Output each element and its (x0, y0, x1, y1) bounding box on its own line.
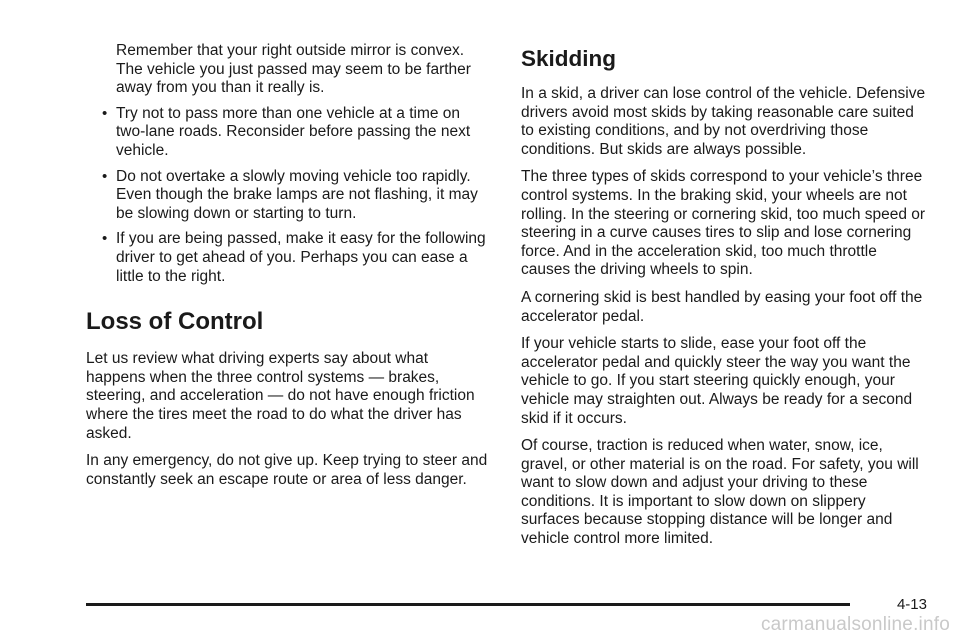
paragraph: In a skid, a driver can lose control of the vehicle. Defensive drivers avoid most skids by taking reasonable care suited to existing conditions, and by not overdriving those conditions. But skids are always possible. (521, 85, 926, 158)
bullet-text: If you are being passed, make it easy for the following driver to get ahead of you. Perhaps you can ease a little to the right. (116, 230, 486, 285)
paragraph: Of course, traction is reduced when water, snow, ice, gravel, or other material is on the road. For safety, you will want to slow down and adjust your driving to these conditions. It is important to slow down on slippery surfaces because stopping distance will be longer and vehicle control more limited. (521, 437, 919, 548)
bullet-text: Try not to pass more than one vehicle at a time on two-lane roads. Reconsider before passing the next vehicle. (116, 104, 471, 159)
right-column (521, 42, 927, 558)
paragraph: If your vehicle starts to slide, ease your foot off the accelerator pedal and quickly steer the way you want the vehicle to go. If you start steering quickly enough, your vehicle may straighten out. Always be ready for a second skid if it occurs. (521, 335, 913, 427)
bullet-text: Do not overtake a slowly moving vehicle too rapidly. Even though the brake lamps are not flashing, it may be slowing down or starting to turn. (116, 167, 478, 222)
paragraph: A cornering skid is best handled by easing your foot off the accelerator pedal. (521, 288, 923, 325)
mirror-note: Remember that your right outside mirror is convex. The vehicle you just passed may seem to be farther away from you than it really is. (116, 42, 471, 97)
bullet-item-passing (102, 104, 488, 161)
paragraph: Let us review what driving experts say about what happens when the three control systems — brakes, steering, and acceleration — do not have enough friction where the tires meet the road to do what the driver has asked. (86, 350, 475, 442)
left-column (86, 42, 488, 498)
bullet-icon: • (102, 230, 108, 248)
watermark: carmanualsonline.info (760, 614, 950, 635)
footer-rule (86, 603, 850, 606)
paragraph: The three types of skids correspond to your vehicle’s three control systems. In the braking skid, your wheels are not rolling. In the steering or cornering skid, too much speed or steering in a curve causes tires to slip and lose cornering force. And in the acceleration skid, too much throttle causes the driving wheels to spin. (521, 168, 926, 279)
section-heading-skidding: Skidding (521, 46, 616, 71)
bullet-icon: • (102, 167, 108, 185)
page-number: 4-13 (896, 596, 927, 613)
bullet-icon: • (102, 104, 108, 122)
bullet-item-being-passed (102, 230, 488, 286)
bullet-item-overtake (102, 167, 488, 224)
section-heading-loss-of-control: Loss of Control (86, 308, 264, 336)
paragraph: In any emergency, do not give up. Keep trying to steer and constantly seek an escape route or area of less danger. (86, 452, 488, 488)
